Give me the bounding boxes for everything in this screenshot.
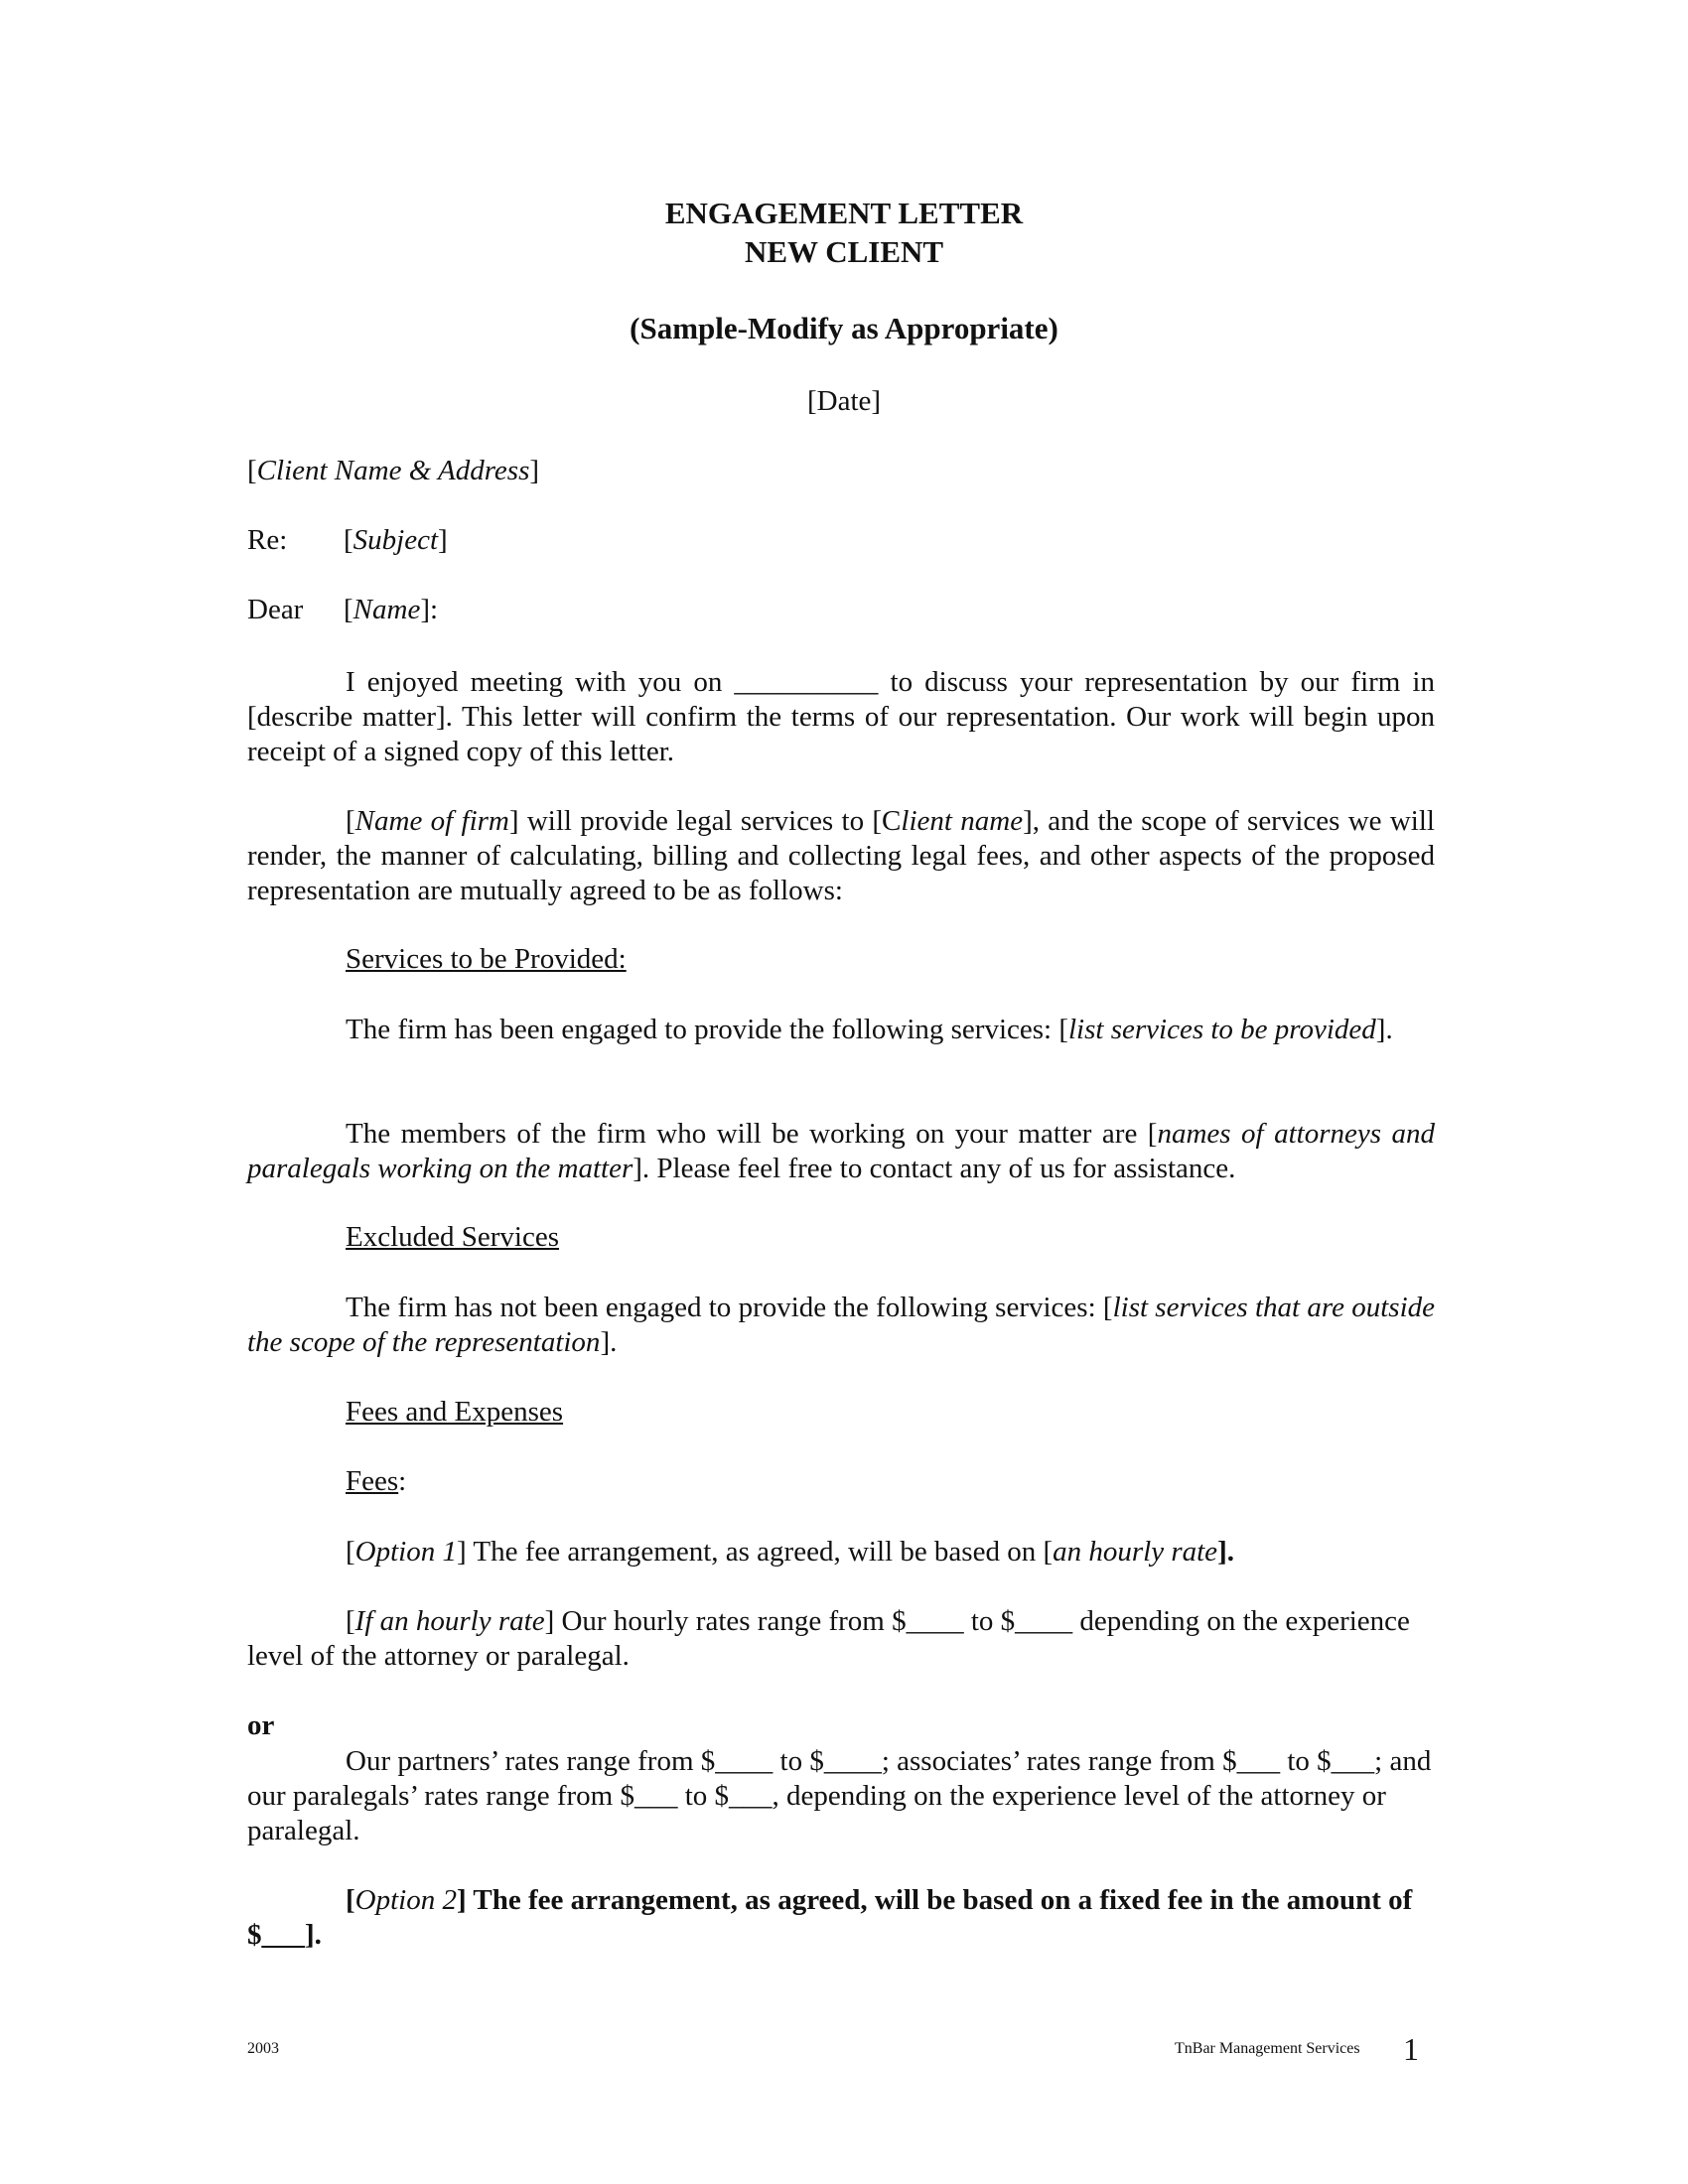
or-separator: or (247, 1709, 275, 1741)
paragraph-excluded: The firm has not been engaged to provide the following services: [list services that are outside the scope of the representation]. (247, 1292, 1436, 1358)
paragraph-partner-rates: Our partners’ rates range from $____ to $____; associates’ rates range from $___ to $___; and our paralegals’ rates range from $___ to $___, depending on the experience level of the attorney or paralegal. (247, 1745, 1432, 1846)
re-label: Re: (247, 524, 288, 556)
heading-services: Services to be Provided: (346, 943, 627, 975)
heading-excluded: Excluded Services (346, 1221, 560, 1253)
footer-year: 2003 (247, 2040, 279, 2057)
heading-fees-expenses: Fees and Expenses (346, 1396, 564, 1428)
paragraph-hourly-rate: [If an hourly rate] Our hourly rates range from $____ to $____ depending on the experience level of the attorney or paralegal. (247, 1605, 1410, 1672)
document-title: ENGAGEMENT LETTER (664, 196, 1024, 230)
salutation-label: Dear (247, 594, 304, 625)
paragraph-option-2: [Option 2] The fee arrangement, as agreed, will be based on a fixed fee in the amount of $___]. (247, 1884, 1413, 1951)
re-subject: [Subject] (344, 524, 448, 556)
paragraph-services: The firm has been engaged to provide the following services: [list services to be provided]. (346, 1014, 1393, 1045)
paragraph-intro: I enjoyed meeting with you on __________ to discuss your representation by our firm in [describe matter]. This letter will confirm the terms of our representation. Our work will begin upon receipt of a signed copy of this letter. (247, 666, 1435, 767)
client-address: [Client Name & Address] (247, 455, 540, 486)
sample-note: (Sample-Modify as Appropriate) (630, 311, 1058, 345)
heading-fees: Fees: (346, 1465, 407, 1497)
date-placeholder: [Date] (806, 385, 882, 417)
paragraph-scope: [Name of firm] will provide legal services to [Client name], and the scope of services we will render, the manner of calculating, billing and collecting legal fees, and other aspects of the proposed representation are mutually agreed to be as follows: (247, 805, 1435, 906)
document-subtitle: NEW CLIENT (744, 234, 944, 269)
footer-organization: TnBar Management Services (1175, 2040, 1360, 2057)
salutation-name: [Name]: (344, 594, 439, 625)
page-number: 1 (1403, 2031, 1419, 2067)
paragraph-members: The members of the firm who will be working on your matter are [names of attorneys and paralegals working on the matter]. Please feel free to contact any of us for assistance. (247, 1118, 1435, 1184)
paragraph-option-1: [Option 1] The fee arrangement, as agreed, will be based on [an hourly rate]. (346, 1536, 1234, 1568)
